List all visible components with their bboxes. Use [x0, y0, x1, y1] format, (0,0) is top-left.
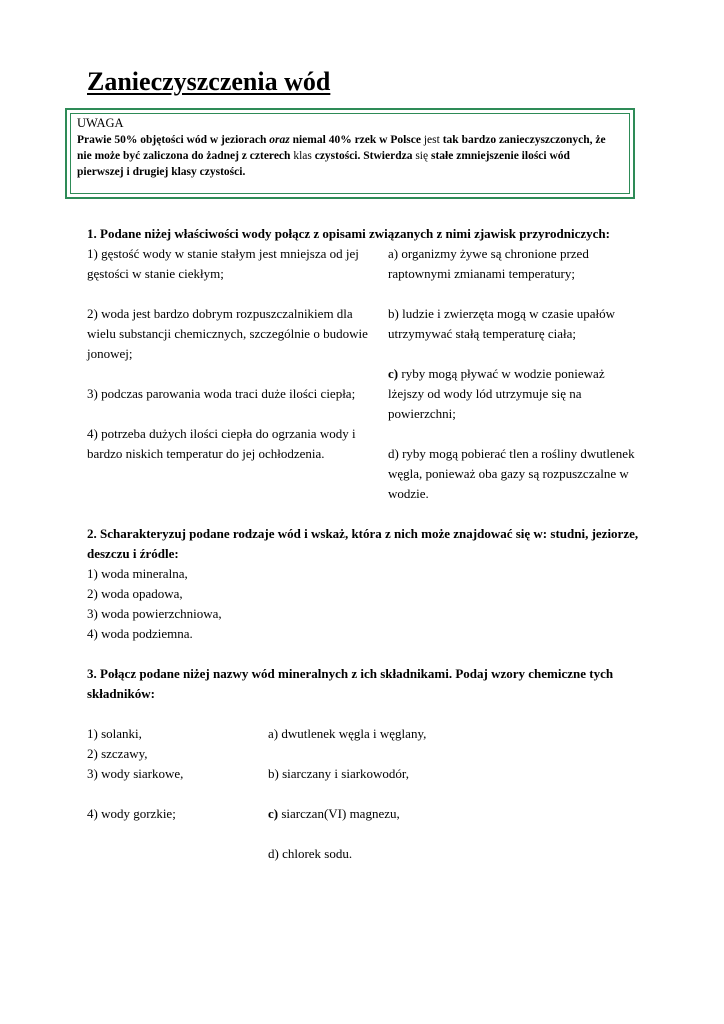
- notice-box: [65, 108, 635, 199]
- q3-right-item-b: b) siarczany i siarkowodór,: [268, 766, 409, 781]
- question-3-title: 3. Połącz podane niżej nazwy wód mineralnych z ich składnikami. Podaj wzory chemiczne tych składników:: [87, 666, 614, 701]
- q1-right-item-c-text: ryby mogą pływać w wodzie ponieważ lżejszy od wody lód utrzymuje się na powierzchni;: [388, 366, 605, 421]
- q3-left-item-4: 4) wody gorzkie;: [87, 806, 176, 821]
- notice-part-5: tak bardzo zanieczyszczonych, że nie może być zaliczona do żadnej z czterech: [77, 134, 606, 162]
- q3-right-item-c-label: c): [268, 806, 279, 821]
- q1-left-item-1: 1) gęstość wody w stanie stałym jest mniejsza od jej gęstości w stanie ciekłym;: [87, 246, 359, 281]
- q3-left-item-3: 3) wody siarkowe,: [87, 766, 184, 781]
- q1-right-item-c: [388, 364, 638, 424]
- q1-left-item-2: 2) woda jest bardzo dobrym rozpuszczalnikiem dla wielu substancji chemicznych, szczególnie o budowie jonowej;: [87, 306, 368, 361]
- q2-item-4: 4) woda podziemna.: [87, 626, 193, 641]
- notice-text: [77, 115, 617, 180]
- q3-right-item-d: d) chlorek sodu.: [268, 846, 353, 861]
- q3-right-item-c-text: siarczan(VI) magnezu,: [278, 806, 400, 821]
- notice-part-9: stałe zmniejszenie ilości wód pierwszej i drugiej klasy czystości.: [77, 150, 570, 178]
- q3-right-item-c: [268, 804, 568, 824]
- q3-left-item-2: 2) szczawy,: [87, 746, 148, 761]
- q2-item-3: 3) woda powierzchniowa,: [87, 606, 222, 621]
- question-2-title: 2. Scharakteryzuj podane rodzaje wód i wskaż, która z nich może znajdować się w: studni, jeziorze, deszczu i źródle:: [87, 526, 639, 561]
- q1-right-item-d: d) ryby mogą pobierać tlen a rośliny dwutlenek węgla, ponieważ oba gazy są rozpuszczalne w wodzie.: [388, 446, 635, 501]
- notice-part-3: niemal 40% rzek w Polsce: [292, 134, 421, 146]
- page-title: Zanieczyszczenia wód: [87, 67, 331, 96]
- question-1-title: 1. Podane niżej właściwości wody połącz z opisami związanych z nimi zjawisk przyrodniczych:: [87, 226, 610, 241]
- q3-right-item-a: a) dwutlenek węgla i węglany,: [268, 726, 427, 741]
- q2-item-2: 2) woda opadowa,: [87, 586, 183, 601]
- q1-right-item-c-label: c): [388, 366, 399, 381]
- q1-right-item-b: b) ludzie i zwierzęta mogą w czasie upałów utrzymywać stałą temperaturę ciała;: [388, 306, 616, 341]
- q2-item-1: 1) woda mineralna,: [87, 566, 188, 581]
- notice-part-7: czystości. Stwierdza: [314, 150, 413, 162]
- notice-part-2: oraz: [269, 134, 290, 146]
- q1-right-item-a: a) organizmy żywe są chronione przed raptownymi zmianami temperatury;: [388, 246, 589, 281]
- q3-left-item-1: 1) solanki,: [87, 726, 142, 741]
- notice-heading: UWAGA: [77, 116, 124, 130]
- q1-left-item-4: 4) potrzeba dużych ilości ciepła do ogrzania wody i bardzo niskich temperatur do jej ochłodzenia.: [87, 426, 356, 461]
- notice-part-1: Prawie 50% objętości wód w jeziorach: [77, 134, 267, 146]
- notice-part-6: klas: [293, 150, 312, 162]
- notice-part-8: się: [415, 150, 429, 162]
- q1-left-item-3: 3) podczas parowania woda traci duże ilości ciepła;: [87, 386, 356, 401]
- notice-part-4: jest: [423, 134, 440, 146]
